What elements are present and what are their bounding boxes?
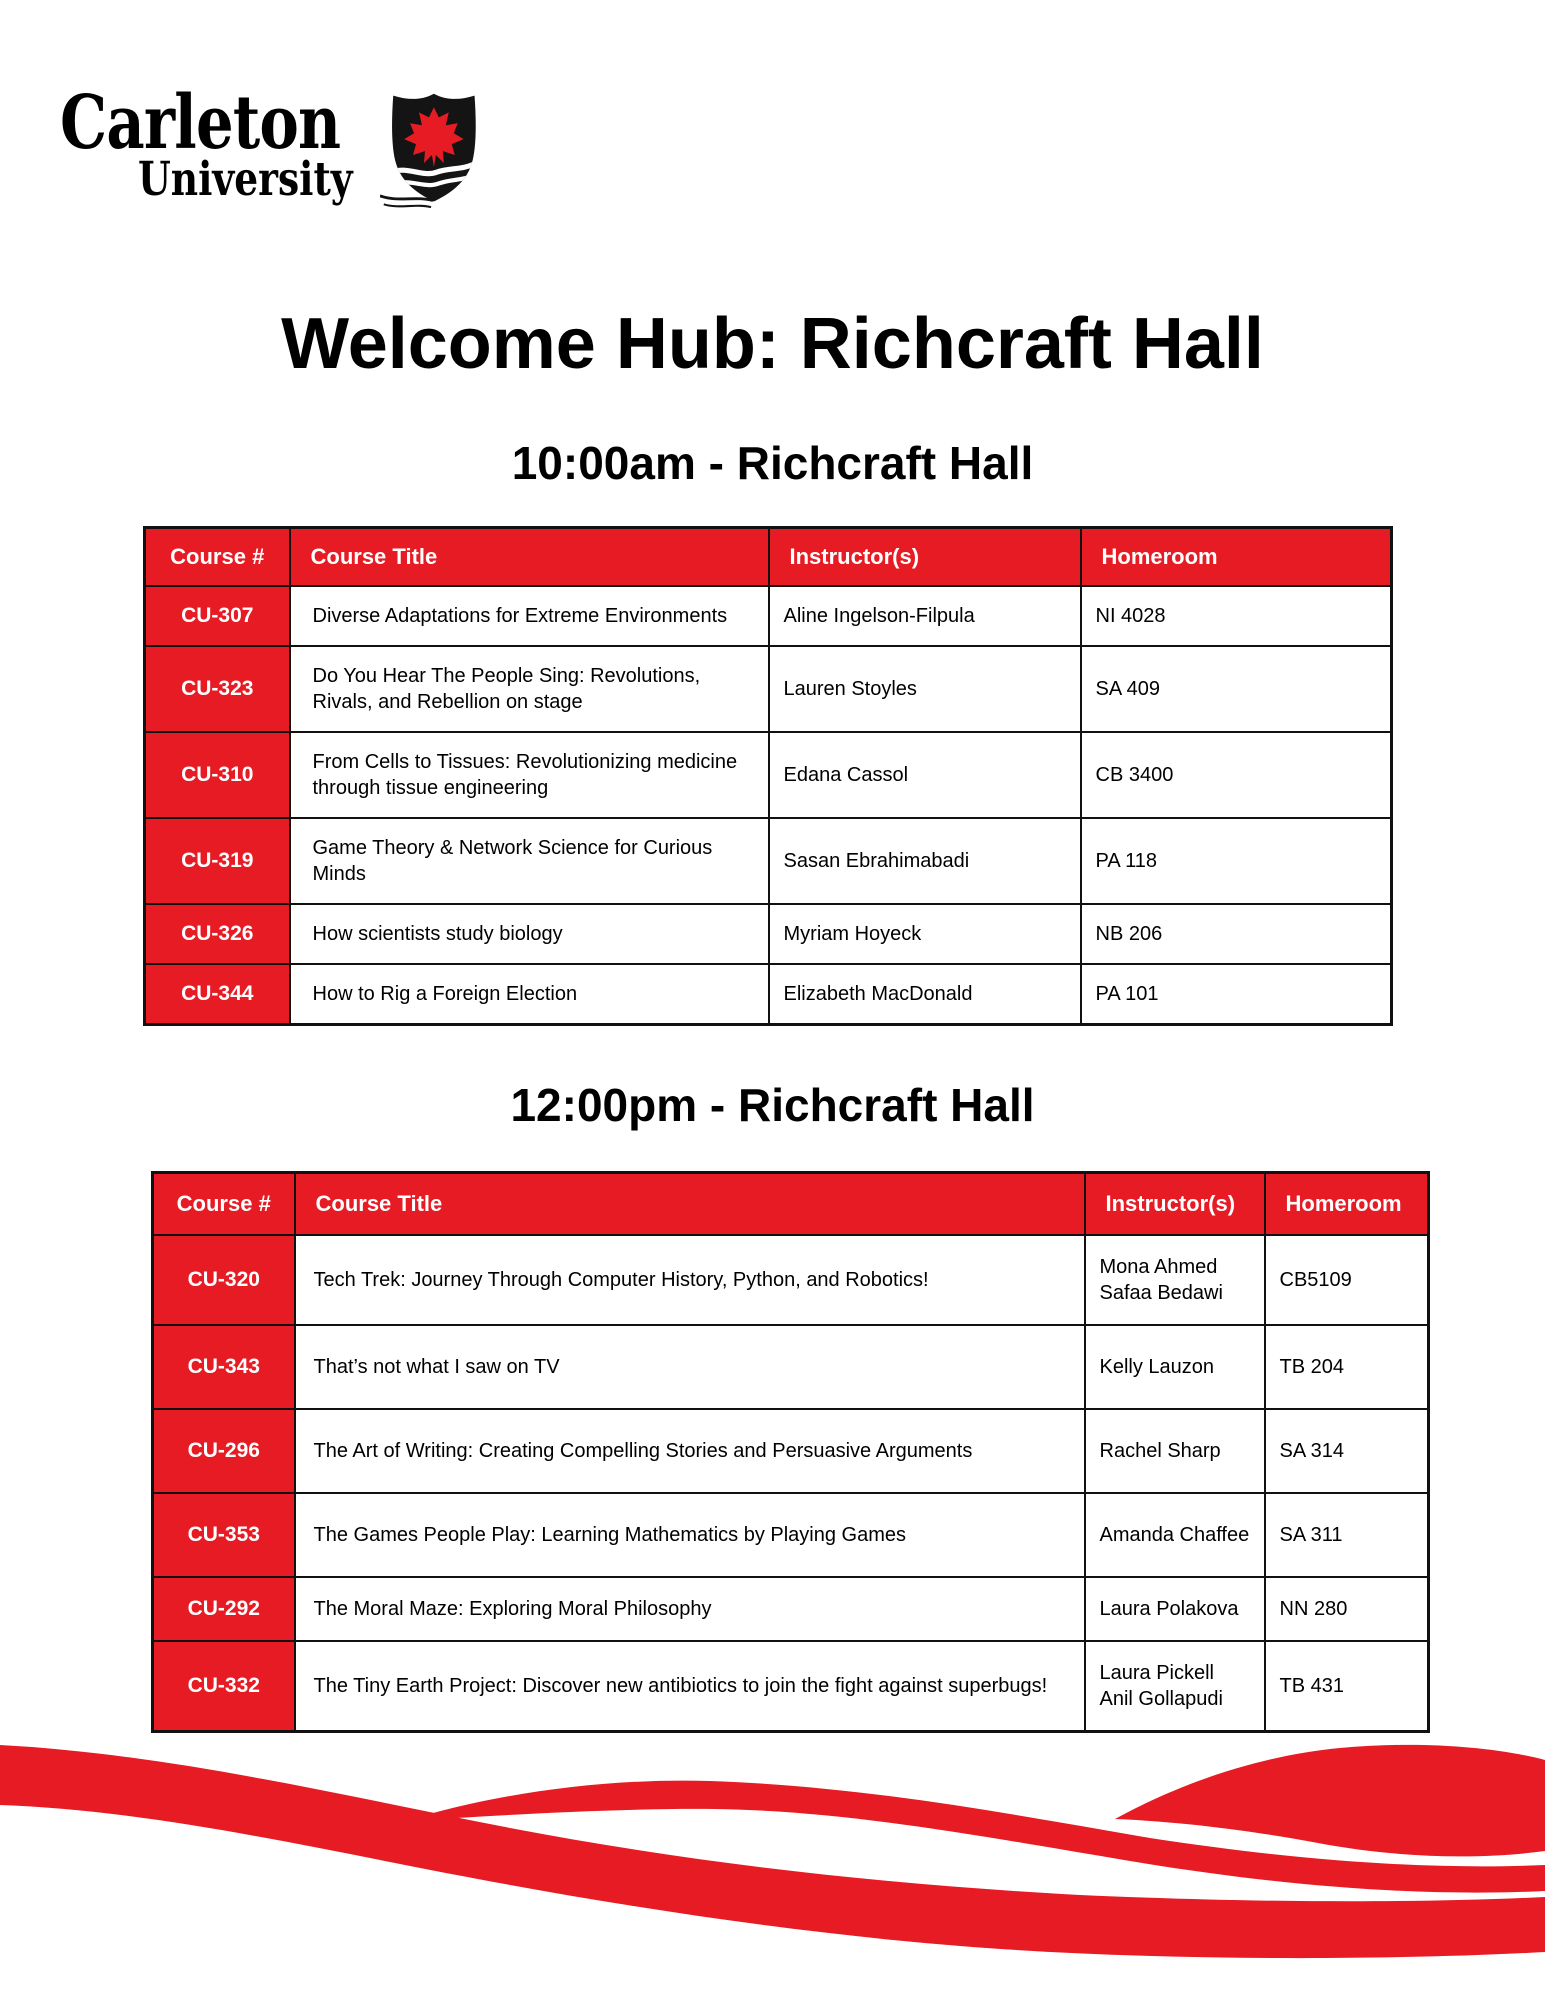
schedule-table-10am: [143, 526, 1393, 1026]
instructor-name: Anil Gollapudi: [1099, 1688, 1223, 1710]
instructors-cell: [1085, 1235, 1265, 1325]
course-title-cell: Do You Hear The People Sing: Revolutions, Rivals, and Rebellion on stage: [290, 646, 769, 732]
course-row: [145, 818, 1392, 904]
homeroom-cell: SA 409: [1081, 646, 1392, 732]
wave-graphic: [0, 1700, 1545, 2000]
instructors-cell: [769, 818, 1081, 904]
course-number-cell: CU-332: [153, 1641, 295, 1732]
homeroom-cell: CB5109: [1265, 1235, 1429, 1325]
instructors-cell: [1085, 1325, 1265, 1409]
homeroom-cell: PA 118: [1081, 818, 1392, 904]
homeroom-cell: TB 204: [1265, 1325, 1429, 1409]
course-row: [153, 1577, 1429, 1641]
homeroom-cell: SA 311: [1265, 1493, 1429, 1577]
course-number-cell: CU-344: [145, 964, 290, 1025]
shield-flourish-bottom: [384, 204, 431, 207]
course-title-cell: The Tiny Earth Project: Discover new antibiotics to join the fight against superbugs!: [295, 1641, 1085, 1732]
course-title-cell: How scientists study biology: [290, 904, 769, 964]
column-header: Instructor(s): [1085, 1173, 1265, 1236]
homeroom-cell: TB 431: [1265, 1641, 1429, 1732]
course-row: [153, 1325, 1429, 1409]
homeroom-cell: NN 280: [1265, 1577, 1429, 1641]
course-title-cell: From Cells to Tissues: Revolutionizing medicine through tissue engineering: [290, 732, 769, 818]
instructors-cell: [769, 586, 1081, 646]
instructors-cell: [769, 646, 1081, 732]
wave-upper-strand: [1115, 1745, 1545, 1857]
session-heading-12pm: 12:00pm - Richcraft Hall: [510, 1079, 1035, 1131]
instructor-name: Sasan Ebrahimabadi: [783, 850, 970, 872]
course-number-cell: CU-343: [153, 1325, 295, 1409]
course-number-cell: CU-353: [153, 1493, 295, 1577]
schedule-table-12pm: [151, 1171, 1430, 1733]
instructor-name: Edana Cassol: [783, 764, 909, 786]
course-row: [153, 1409, 1429, 1493]
column-header: Homeroom: [1265, 1173, 1429, 1236]
instructor-name: Rachel Sharp: [1099, 1440, 1221, 1462]
course-number-cell: CU-310: [145, 732, 290, 818]
course-title-cell: The Art of Writing: Creating Compelling Stories and Persuasive Arguments: [295, 1409, 1085, 1493]
column-header: Course Title: [290, 528, 769, 587]
instructor-name: Safaa Bedawi: [1099, 1282, 1223, 1304]
course-number-cell: CU-296: [153, 1409, 295, 1493]
page-title: Welcome Hub: Richcraft Hall: [281, 304, 1264, 384]
carleton-shield-icon: [380, 88, 484, 210]
homeroom-cell: SA 314: [1265, 1409, 1429, 1493]
column-header: Instructor(s): [769, 528, 1081, 587]
homeroom-cell: NB 206: [1081, 904, 1392, 964]
course-row: [153, 1235, 1429, 1325]
session-heading-10am: 10:00am - Richcraft Hall: [511, 437, 1034, 489]
instructor-name: Elizabeth MacDonald: [783, 983, 973, 1005]
homeroom-cell: PA 101: [1081, 964, 1392, 1025]
course-number-cell: CU-326: [145, 904, 290, 964]
instructors-cell: [1085, 1409, 1265, 1493]
instructor-name: Amanda Chaffee: [1099, 1524, 1250, 1546]
instructors-cell: [769, 964, 1081, 1025]
instructor-name: Lauren Stoyles: [783, 678, 917, 700]
column-header: Homeroom: [1081, 528, 1392, 587]
instructor-name: Laura Polakova: [1099, 1598, 1239, 1620]
course-row: [145, 904, 1392, 964]
instructors-cell: [1085, 1493, 1265, 1577]
course-number-cell: CU-307: [145, 586, 290, 646]
course-row: [145, 586, 1392, 646]
table-header-row: [153, 1173, 1429, 1236]
course-title-cell: Diverse Adaptations for Extreme Environments: [290, 586, 769, 646]
homeroom-cell: NI 4028: [1081, 586, 1392, 646]
course-row: [153, 1493, 1429, 1577]
course-title-cell: The Moral Maze: Exploring Moral Philosophy: [295, 1577, 1085, 1641]
course-title-cell: How to Rig a Foreign Election: [290, 964, 769, 1025]
instructor-name: Aline Ingelson-Filpula: [783, 605, 975, 627]
homeroom-cell: CB 3400: [1081, 732, 1392, 818]
instructors-cell: [769, 732, 1081, 818]
column-header: Course #: [153, 1173, 295, 1236]
table-header-row: [145, 528, 1392, 587]
course-row: [145, 964, 1392, 1025]
course-title-cell: Game Theory & Network Science for Curious Minds: [290, 818, 769, 904]
course-number-cell: CU-323: [145, 646, 290, 732]
course-title-cell: The Games People Play: Learning Mathematics by Playing Games: [295, 1493, 1085, 1577]
course-title-cell: Tech Trek: Journey Through Computer History, Python, and Robotics!: [295, 1235, 1085, 1325]
logo-wordmark-carleton: Carleton: [60, 80, 341, 166]
course-row: [145, 646, 1392, 732]
course-row: [145, 732, 1392, 818]
course-number-cell: CU-319: [145, 818, 290, 904]
instructor-name: Kelly Lauzon: [1099, 1356, 1215, 1378]
logo-wordmark-university: University: [138, 152, 353, 207]
instructors-cell: [1085, 1577, 1265, 1641]
course-title-cell: That’s not what I saw on TV: [295, 1325, 1085, 1409]
course-number-cell: CU-292: [153, 1577, 295, 1641]
instructor-name: Mona Ahmed: [1099, 1256, 1218, 1278]
instructor-name: Myriam Hoyeck: [783, 923, 922, 945]
instructor-name: Laura Pickell: [1099, 1662, 1215, 1684]
course-number-cell: CU-320: [153, 1235, 295, 1325]
column-header: Course Title: [295, 1173, 1085, 1236]
carleton-logo: [60, 80, 480, 216]
instructors-cell: [769, 904, 1081, 964]
column-header: Course #: [145, 528, 290, 587]
